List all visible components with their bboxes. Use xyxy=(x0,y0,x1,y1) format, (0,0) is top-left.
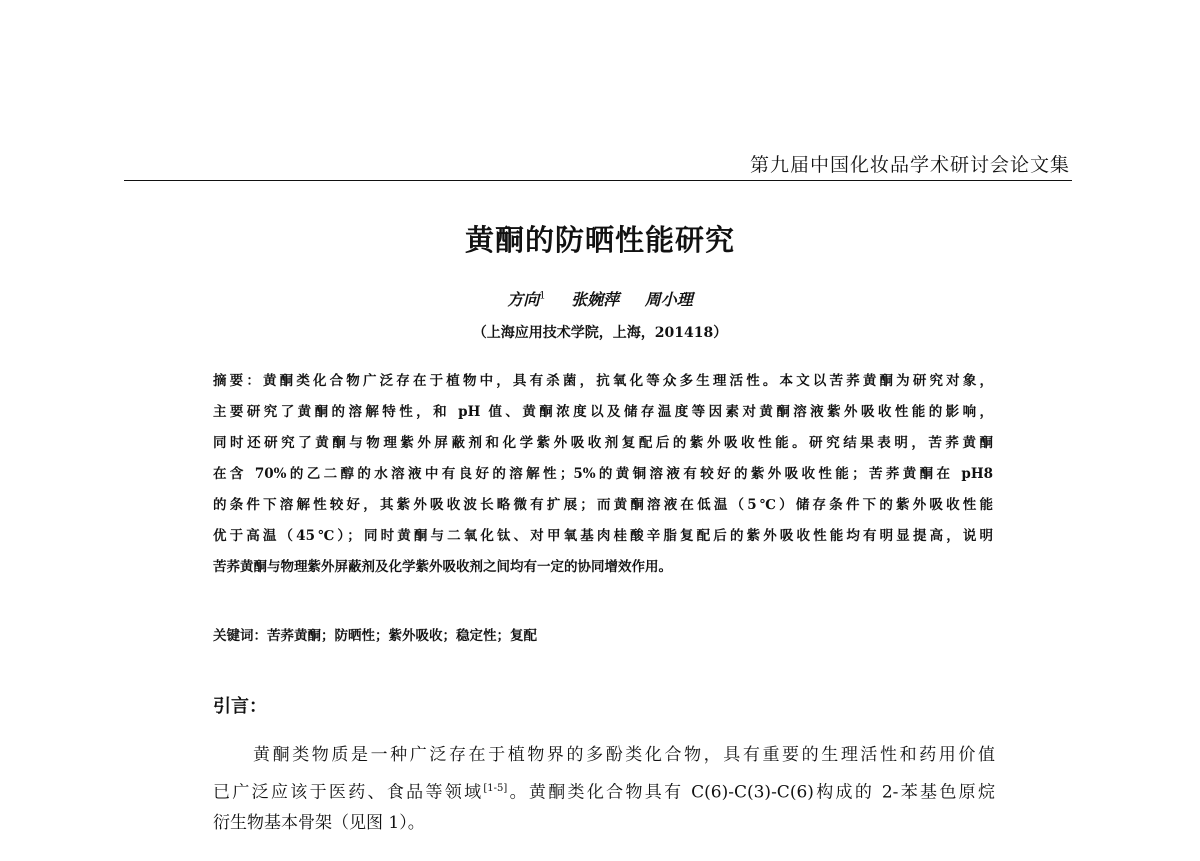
abstract-line-4: 在含 70%的乙二醇的水溶液中有良好的溶解性；5%的黄铜溶液有较好的紫外吸收性能；苦荞黄酮在 pH8 xyxy=(213,466,993,482)
affiliation: （上海应用技术学院，上海，201418） xyxy=(472,325,728,341)
intro-line-2-continuation: 。黄酮类化合物具有 C(6)-C(3)-C(6)构成的 2-苯基色原烷 xyxy=(507,782,995,803)
header-rule xyxy=(124,180,1072,181)
abstract-line-5: 的条件下溶解性较好，其紫外吸收波长略微有扩展；而黄酮溶液在低温（5℃）储存条件下的紫外吸收性能 xyxy=(213,497,993,513)
abstract-line-1: 摘要：黄酮类化合物广泛存在于植物中，具有杀菌，抗氧化等众多生理活性。本文以苦荞黄酮为研究对象， xyxy=(213,373,993,389)
author-3: 周小理 xyxy=(644,290,693,309)
intro-line-3: 衍生物基本骨架（见图 1）。 xyxy=(213,813,425,833)
introduction-paragraph xyxy=(213,738,995,840)
paper-title: 黄酮的防晒性能研究 xyxy=(464,223,735,257)
abstract xyxy=(213,366,993,583)
author-1 xyxy=(507,290,545,309)
abstract-line-3: 同时还研究了黄酮与物理紫外屏蔽剂和化学紫外吸收剂复配后的紫外吸收性能。研究结果表明，苦荞黄酮 xyxy=(213,435,993,451)
abstract-line-2: 主要研究了黄酮的溶解特性，和 pH 值、黄酮浓度以及储存温度等因素对黄酮溶液紫外吸收性能的影响， xyxy=(213,404,993,420)
intro-line-2 xyxy=(213,772,995,806)
abstract-line-6: 优于高温（45℃）；同时黄酮与二氧化钛、对甲氧基肉桂酸辛脂复配后的紫外吸收性能均有明显提高，说明 xyxy=(213,528,993,544)
intro-line-1: 黄酮类物质是一种广泛存在于植物界的多酚类化合物，具有重要的生理活性和药用价值 xyxy=(253,745,995,765)
author-1-affiliation-mark: 1 xyxy=(539,290,546,302)
abstract-line-7: 苦荞黄酮与物理紫外屏蔽剂及化学紫外吸收剂之间均有一定的协同增效作用。 xyxy=(213,559,672,575)
author-list xyxy=(0,287,1200,310)
author-2: 张婉萍 xyxy=(571,290,620,309)
running-header: 第九届中国化妆品学术研讨会论文集 xyxy=(749,154,1070,176)
author-1-name: 方向 xyxy=(507,290,540,309)
keywords: 关键词：苦荞黄酮；防晒性；紫外吸收；稳定性；复配 xyxy=(213,628,537,644)
intro-line-2-text: 已广泛应该于医药、食品等领域 xyxy=(213,782,484,803)
citation-reference: [1-5] xyxy=(483,783,508,794)
section-heading-introduction: 引言： xyxy=(213,696,267,717)
